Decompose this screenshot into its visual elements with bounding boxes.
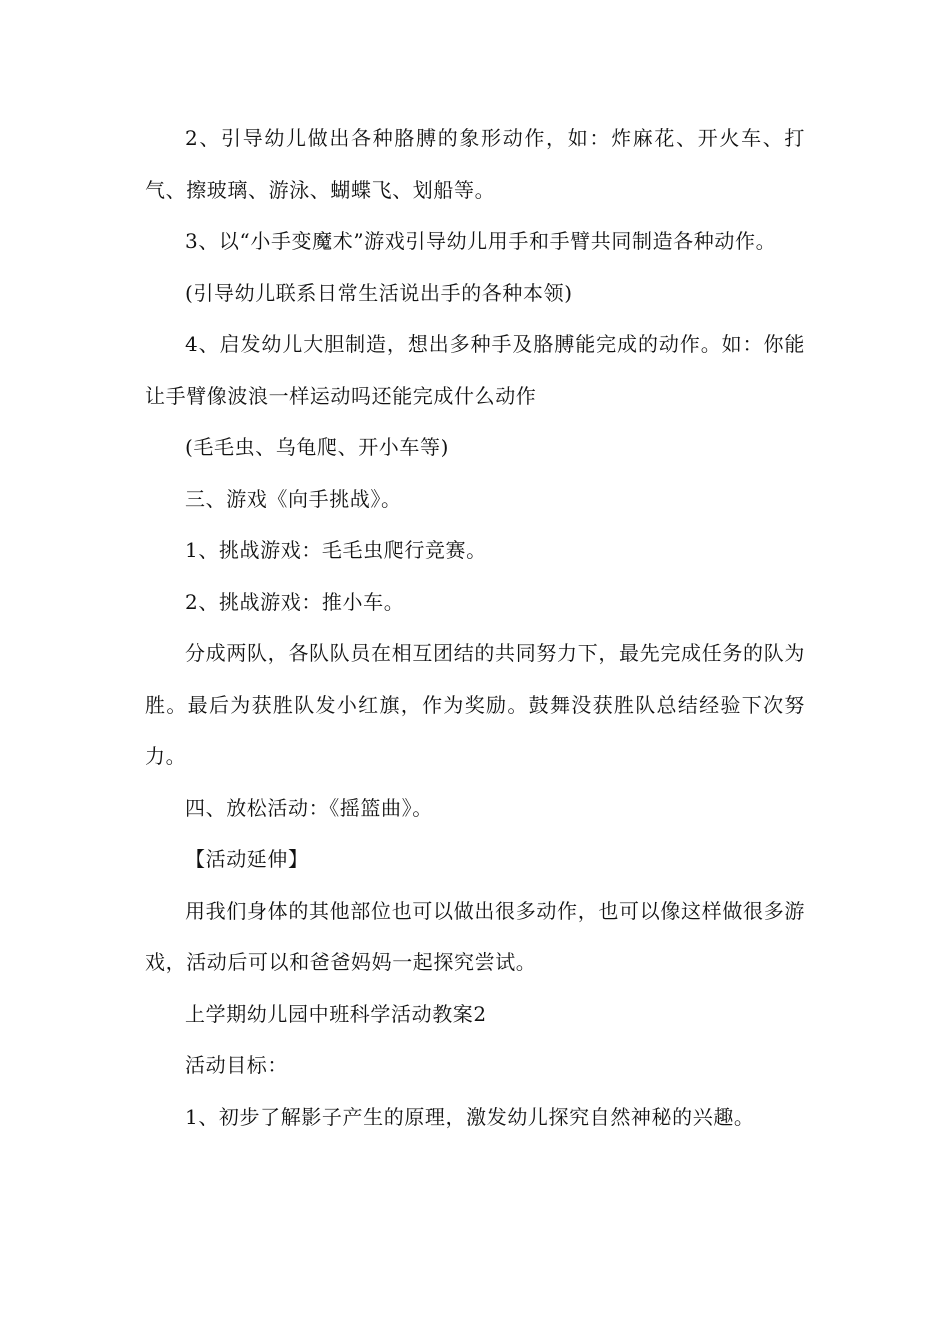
heading-section-three-game: 三、游戏《向手挑战》。 [185, 486, 402, 511]
heading-activity-extension: 【活动延伸】 [185, 847, 309, 871]
paragraph-extension-body: 用我们身体的其他部位也可以做出很多动作，也可以像这样做很多游戏，活动后可以和爸爸妈妈一起探究尝试。 [145, 898, 805, 974]
paragraph-step-2-arm-actions: 2、引导幼儿做出各种胳膊的象形动作，如：炸麻花、开火车、打气、擦玻璃、游泳、蝴蝶飞、划船等。 [145, 126, 805, 202]
paragraph-challenge-1: 1、挑战游戏：毛毛虫爬行竞赛。 [185, 538, 487, 562]
heading-activity-goals: 活动目标： [185, 1053, 288, 1077]
document-body [145, 113, 805, 1143]
paragraph-step-4-creative-actions: 4、启发幼儿大胆制造，想出多种手及胳膊能完成的动作。如：你能让手臂像波浪一样运动吗还能完成什么动作 [145, 332, 805, 408]
paragraph-examples-note: (毛毛虫、乌龟爬、开小车等) [185, 435, 450, 459]
heading-section-four-relax: 四、放松活动：《摇篮曲》。 [185, 795, 433, 820]
heading-lesson-plan-2: 上学期幼儿园中班科学活动教案2 [185, 1001, 487, 1026]
paragraph-challenge-2: 2、挑战游戏：推小车。 [185, 589, 405, 614]
paragraph-team-rules: 分成两队，各队队员在相互团结的共同努力下，最先完成任务的队为胜。最后为获胜队发小红旗，作为奖励。鼓舞没获胜队总结经验下次努力。 [145, 641, 805, 768]
paragraph-hand-skills-note: (引导幼儿联系日常生活说出手的各种本领) [185, 280, 573, 305]
paragraph-step-3-magic-hands: 3、以“小手变魔术”游戏引导幼儿用手和手臂共同制造各种动作。 [185, 229, 777, 253]
paragraph-goal-1: 1、初步了解影子产生的原理，激发幼儿探究自然神秘的兴趣。 [185, 1104, 755, 1129]
